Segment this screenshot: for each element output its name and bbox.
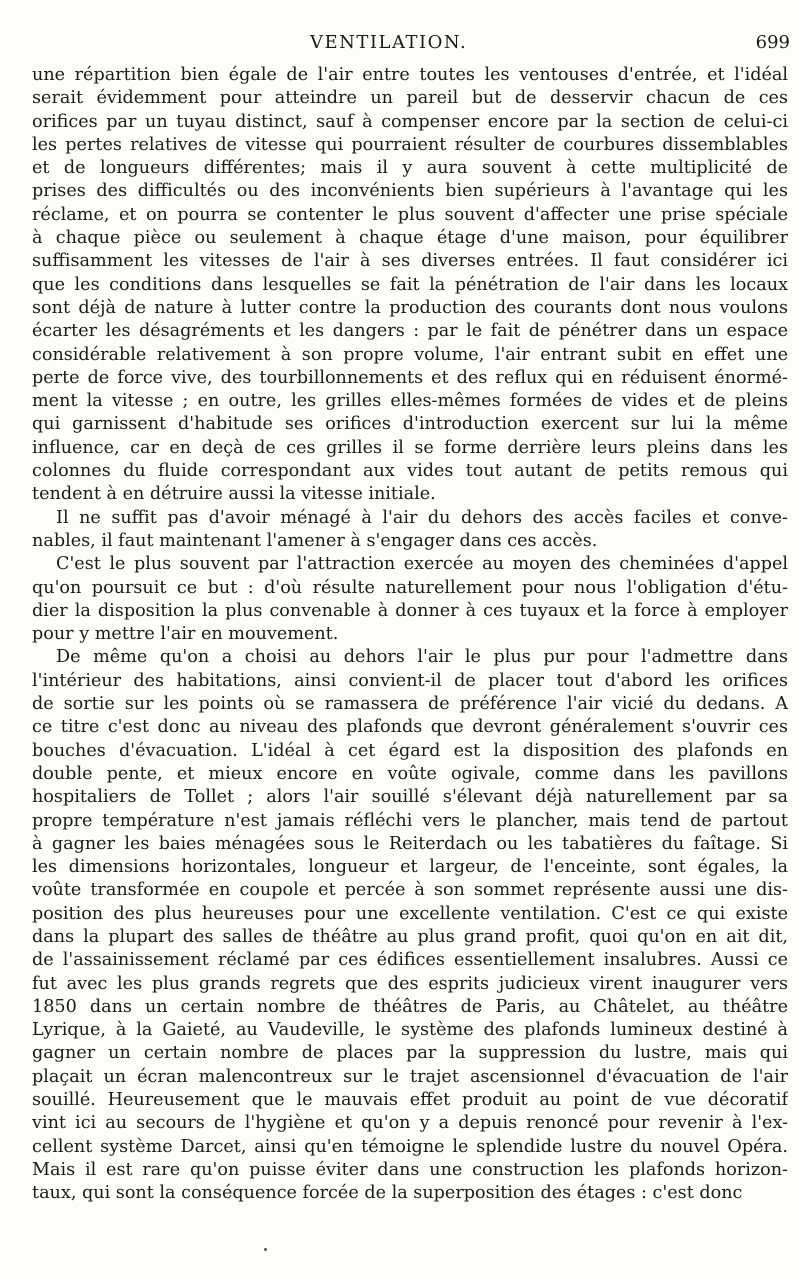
text-line: fut avec les plus grands regrets que des esprits judicieux virent inaugurer vers (32, 973, 788, 994)
paragraph (32, 553, 788, 646)
paragraph (32, 64, 788, 507)
paragraph (32, 507, 788, 554)
text-line: suffisamment les vitesses de l'air à ses diverses entrées. Il faut considérer ici (32, 251, 788, 272)
text-line: position des plus heureuses pour une excellente ventilation. C'est ce qui existe (32, 903, 788, 924)
text-line: Il ne suffit pas d'avoir ménagé à l'air du dehors des accès faciles et conve- (56, 507, 788, 528)
text-line: à chaque pièce ou seulement à chaque étage d'une maison, pour équilibrer (32, 228, 788, 249)
text-line: nables, il faut maintenant l'amener à s'engager dans ces accès. (32, 530, 598, 551)
text-line: prises des difficultés ou des inconvénients bien supérieurs à l'avantage qui les (32, 181, 788, 202)
text-line: vint ici au secours de l'hygiène et qu'on y a depuis renoncé pour revenir à l'ex- (32, 1113, 788, 1134)
text-line: perte de force vive, des tourbillonnements et des reflux qui en réduisent énormé- (32, 367, 788, 388)
text-line: écarter les désagréments et les dangers : par le fait de pénétrer dans un espace (32, 321, 788, 342)
paragraph (32, 646, 788, 1205)
text-line: souillé. Heureusement que le mauvais effet produit au point de vue décoratif (32, 1090, 788, 1111)
text-line: de l'assainissement réclamé par ces édifices essentiellement insalubres. Aussi ce (32, 950, 788, 971)
text-line: De même qu'on a choisi au dehors l'air le plus pur pour l'admettre dans (56, 647, 788, 668)
text-line: dans la plupart des salles de théâtre au plus grand profit, quoi qu'on en ait dit, (32, 926, 788, 947)
text-line: dier la disposition la plus convenable à donner à ces tuyaux et la force à employer (32, 600, 788, 621)
text-line: taux, qui sont la conséquence forcée de la superposition des étages : c'est donc (32, 1183, 743, 1204)
text-line: qui garnissent d'habitude ses orifices d'introduction exercent sur lui la même (32, 414, 788, 435)
running-title: VENTILATION. (310, 32, 468, 53)
text-line: et de longueurs différentes; mais il y aura souvent à cette multiplicité de (32, 158, 788, 179)
text-line: orifices par un tuyau distinct, sauf à compenser encore par la section de celui-ci (32, 111, 788, 132)
running-head (32, 32, 800, 56)
text-line: une répartition bien égale de l'air entre toutes les ventouses d'entrée, et l'idéal (32, 65, 788, 85)
text-line: l'intérieur des habitations, ainsi convient-il de placer tout d'abord les orifices (32, 670, 788, 691)
text-line: de sortie sur les points où se ramassera de préférence l'air vicié du dedans. A (32, 694, 788, 715)
text-line: voûte transformée en coupole et percée à son sommet représente aussi une dis- (32, 880, 788, 901)
text-line: C'est le plus souvent par l'attraction exercée au moyen des cheminées d'appel (56, 554, 788, 575)
page-number: 699 (755, 32, 790, 53)
text-line: cellent système Darcet, ainsi qu'en témoigne le splendide lustre du nouvel Opéra. (32, 1136, 788, 1157)
text-line: considérable relativement à son propre volume, l'air entrant subit en effet une (32, 344, 788, 365)
text-line: réclame, et on pourra se contenter le plus souvent d'affecter une prise spéciale (32, 204, 788, 225)
text-line: hospitaliers de Tollet ; alors l'air souillé s'élevant déjà naturellement par sa (32, 787, 788, 808)
text-line: colonnes du fluide correspondant aux vides tout autant de petits remous qui (32, 461, 788, 482)
text-line: bouches d'évacuation. L'idéal à cet égard est la disposition des plafonds en (32, 740, 788, 761)
text-line: que les conditions dans lesquelles se fait la pénétration de l'air dans les locaux (32, 274, 788, 295)
text-line: les dimensions horizontales, longueur et largeur, de l'enceinte, sont égales, la (32, 857, 788, 878)
text-line: tendent à en détruire aussi la vitesse initiale. (32, 484, 436, 505)
ink-speck (264, 1248, 267, 1251)
text-line: Lyrique, à la Gaieté, au Vaudeville, le système des plafonds lumineux destiné à (32, 1020, 788, 1041)
text-line: ce titre c'est donc au niveau des plafonds que devront généralement s'ouvrir ces (32, 717, 788, 738)
text-line: 1850 dans un certain nombre de théâtres de Paris, au Châtelet, au théâtre (32, 996, 788, 1017)
text-line: serait évidemment pour atteindre un pareil but de desservir chacun de ces (32, 88, 788, 109)
text-line: plaçait un écran malencontreux sur le trajet ascensionnel d'évacuation de l'air (32, 1066, 788, 1087)
body-text (32, 64, 788, 1206)
text-line: influence, car en deçà de ces grilles il se forme derrière leurs pleins dans les (32, 437, 788, 458)
text-line: propre température n'est jamais réfléchi vers le plancher, mais tend de partout (32, 810, 788, 831)
text-line: double pente, et mieux encore en voûte ogivale, comme dans les pavillons (32, 763, 788, 784)
text-line: sont déjà de nature à lutter contre la production des courants dont nous voulons (32, 297, 788, 318)
text-line: à gagner les baies ménagées sous le Reiterdach ou les tabatières du faîtage. Si (32, 833, 788, 854)
text-line: Mais il est rare qu'on puisse éviter dans une construction les plafonds horizon- (32, 1159, 788, 1180)
text-line: ment la vitesse ; en outre, les grilles elles-mêmes formées de vides et de pleins (32, 391, 788, 412)
text-line: gagner un certain nombre de places par la suppression du lustre, mais qui (32, 1043, 788, 1064)
text-line: pour y mettre l'air en mouvement. (32, 624, 339, 645)
text-line: qu'on poursuit ce but : d'où résulte naturellement pour nous l'obligation d'étu- (32, 577, 788, 598)
text-line: les pertes relatives de vitesse qui pourraient résulter de courbures dissemblables (32, 134, 788, 155)
